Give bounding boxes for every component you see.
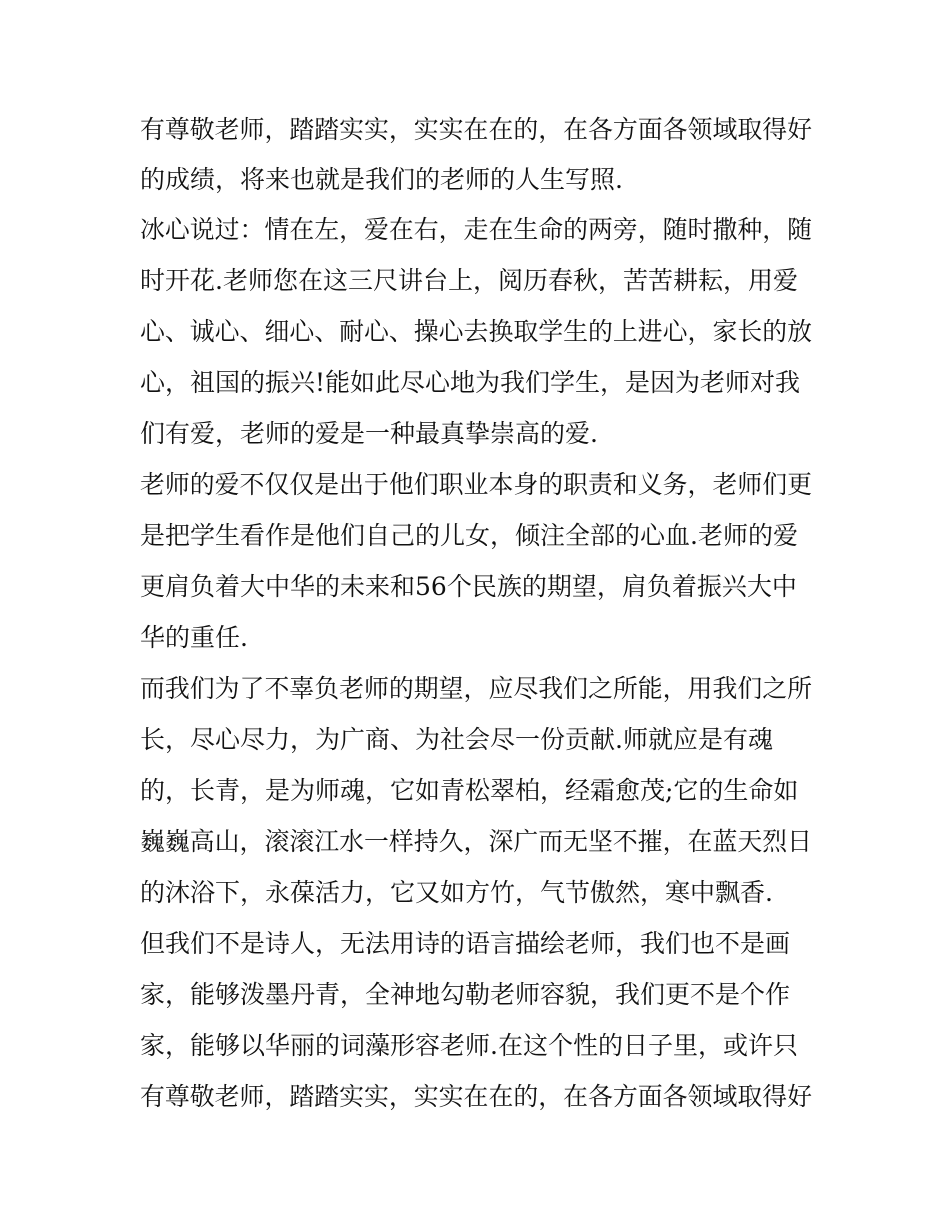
text-line: 有尊敬老师，踏踏实实，实实在在的，在各方面各领域取得好 xyxy=(140,115,813,144)
text-line: 巍巍高山，滚滚江水一样持久，深广而无坚不摧，在蓝天烈日 xyxy=(140,827,813,856)
text-line: 但我们不是诗人，无法用诗的语言描绘老师，我们也不是画 xyxy=(140,929,791,958)
text-line: 们有爱，老师的爱是一种最真挚崇高的爱. xyxy=(140,419,598,448)
text-line: 长，尽心尽力，为广商、为社会尽一份贡献.师就应是有魂 xyxy=(140,725,773,754)
text-line: 的成绩，将来也就是我们的老师的人生写照. xyxy=(140,165,623,194)
text-line: 家，能够以华丽的词藻形容老师.在这个性的日子里，或许只 xyxy=(140,1031,798,1060)
text-line: 有尊敬老师，踏踏实实，实实在在的，在各方面各领域取得好 xyxy=(140,1082,813,1111)
text-line: 家，能够泼墨丹青，全神地勾勒老师容貌，我们更不是个作 xyxy=(140,980,791,1009)
text-line: 心，祖国的振兴!能如此尽心地为我们学生，是因为老师对我 xyxy=(140,368,801,397)
text-line: 时开花.老师您在这三尺讲台上，阅历春秋，苦苦耕耘，用爱 xyxy=(140,266,798,295)
text-line: 的，长青，是为师魂，它如青松翠柏，经霜愈茂;它的生命如 xyxy=(140,776,799,805)
text-line: 的沐浴下，永葆活力，它又如方竹，气节傲然，寒中飘香. xyxy=(140,878,773,907)
text-line: 更肩负着大中华的未来和56个民族的期望，肩负着振兴大中 xyxy=(140,572,797,601)
text-line: 心、诚心、细心、耐心、操心去换取学生的上进心，家长的放 xyxy=(140,317,813,346)
text-line: 冰心说过：情在左，爱在右，走在生命的两旁，随时撒种，随 xyxy=(140,215,813,244)
text-line: 华的重任. xyxy=(140,623,248,652)
text-line: 老师的爱不仅仅是出于他们职业本身的职责和义务，老师们更 xyxy=(140,470,813,499)
text-line: 是把学生看作是他们自己的儿女，倾注全部的心血.老师的爱 xyxy=(140,521,798,550)
text-line: 而我们为了不辜负老师的期望，应尽我们之所能，用我们之所 xyxy=(140,674,813,703)
